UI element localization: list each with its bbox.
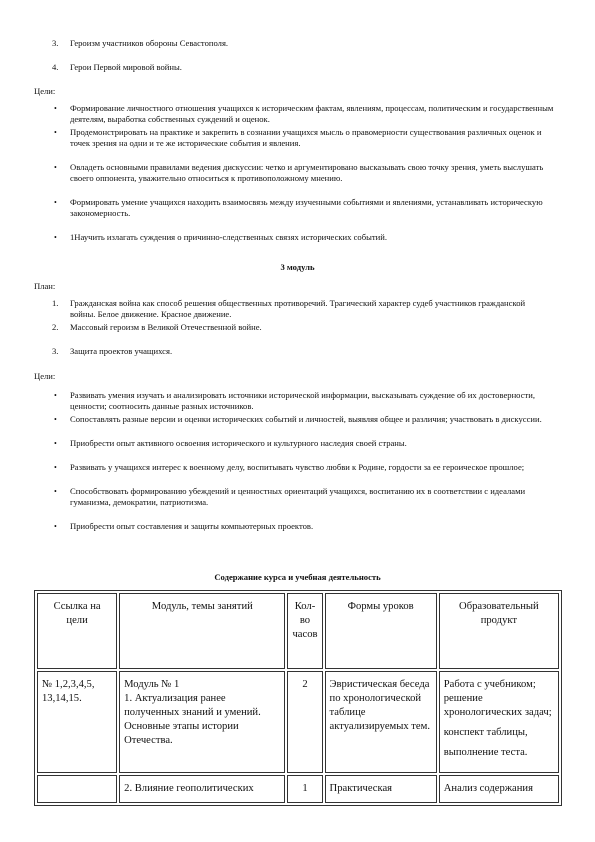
- list-item-text: Продемонстрировать на практике и закрепить в сознании учащихся мысль о правомерности существования различных оценок и точек зрения на одни и те же исторические события и явления.: [70, 127, 542, 148]
- product-line: конспект таблицы,: [443, 727, 528, 738]
- list-item: [52, 298, 552, 320]
- product-line: Работа с учебником; решение хронологических задач;: [443, 679, 552, 718]
- bullet-icon: •: [54, 163, 57, 172]
- cell-educational-product: Анализ содержания: [439, 775, 559, 803]
- header-goal-ref: Ссылка на цели: [37, 593, 117, 669]
- cell-hours: 1: [287, 775, 322, 803]
- plan-list-module2-tail: [52, 38, 552, 73]
- bullet-icon: •: [54, 198, 57, 207]
- list-item-text: 1Научить излагать суждения о причинно-следственных связях исторических событий.: [70, 232, 387, 242]
- list-item-text: Формирование личностного отношения учащихся к историческим фактам, явлениям, процессам, политическим и государственным деятелям, выработка собственных суждений и оценок.: [70, 103, 554, 124]
- list-item: [52, 162, 557, 184]
- cell-lesson-form: Практическая: [325, 775, 437, 803]
- goals-list-2: [52, 390, 557, 532]
- list-item-text: Защита проектов учащихся.: [70, 346, 173, 356]
- table-row: [37, 775, 559, 803]
- bullet-icon: •: [54, 233, 57, 242]
- cell-module-topics: [119, 671, 285, 773]
- list-item: [52, 486, 557, 508]
- list-item-text: Способствовать формированию убеждений и ценностных ориентаций учащихся, воспитанию их в соответствии с идеалами гуманизма, демократии, патриотизма.: [70, 486, 526, 507]
- cell-hours: 2: [287, 671, 322, 773]
- bullet-icon: •: [54, 487, 57, 496]
- list-item-text: Приобрести опыт активного освоения исторического и культурного наследия своей страны.: [70, 438, 407, 448]
- list-item-text: Массовый героизм в Великой Отечественной войне.: [70, 322, 262, 332]
- module-title: Модуль № 1: [124, 679, 180, 690]
- list-item: [52, 197, 557, 219]
- list-item: [52, 346, 552, 357]
- goals-list-1: [52, 103, 557, 243]
- list-item-text: Герои Первой мировой войны.: [70, 62, 182, 72]
- list-number: 1.: [52, 298, 59, 308]
- product-line: выполнение теста.: [443, 747, 528, 758]
- goals-label: Цели:: [34, 86, 56, 96]
- header-hours: Кол-во часов: [287, 593, 322, 669]
- cell-module-topics: 2. Влияние геополитических: [119, 775, 285, 803]
- list-number: 4.: [52, 62, 59, 72]
- list-item: [52, 390, 557, 412]
- bullet-icon: •: [54, 415, 57, 424]
- list-item: [52, 103, 557, 125]
- cell-goal-ref: [37, 775, 117, 803]
- bullet-icon: •: [54, 522, 57, 531]
- header-module-topics: Модуль, темы занятий: [119, 593, 285, 669]
- list-item: [52, 322, 552, 333]
- module-heading: 3 модуль: [280, 262, 315, 272]
- topic-text: 1. Актуализация ранее полученных знаний и умений. Основные этапы истории Отечества.: [124, 693, 261, 746]
- table-row: [37, 671, 559, 773]
- list-item-text: Героизм участников обороны Севастополя.: [70, 38, 229, 48]
- list-item-text: Формировать умение учащихся находить взаимосвязь между изученными событиями и явлениями, устанавливать историческую закономерность.: [70, 197, 543, 218]
- cell-lesson-form: Эвристическая беседа по хронологической таблице актуализируемых тем.: [325, 671, 437, 773]
- list-number: 3.: [52, 346, 59, 356]
- list-item: [52, 438, 557, 449]
- list-item: [52, 38, 552, 49]
- list-item-text: Сопоставлять разные версии и оценки исторических событий и личностей, выявляя общее и различия; участвовать в дискуссии.: [70, 414, 542, 424]
- plan-label: План:: [34, 281, 56, 291]
- list-item-text: Развивать у учащихся интерес к военному делу, воспитывать чувство любви к Родине, гордости за ее героическое прошлое;: [70, 462, 525, 472]
- header-lesson-forms: Формы уроков: [325, 593, 437, 669]
- list-item: [52, 462, 557, 473]
- list-item-text: Приобрести опыт составления и защиты компьютерных проектов.: [70, 521, 314, 531]
- bullet-icon: •: [54, 463, 57, 472]
- course-table: [34, 590, 562, 806]
- bullet-icon: •: [54, 104, 57, 113]
- bullet-icon: •: [54, 439, 57, 448]
- list-item: [52, 414, 557, 425]
- list-item: [52, 232, 557, 243]
- header-educational-product: Образовательный продукт: [439, 593, 559, 669]
- bullet-icon: •: [54, 391, 57, 400]
- list-item: [52, 521, 557, 532]
- list-item: [52, 127, 557, 149]
- goals-label: Цели:: [34, 371, 56, 381]
- content-heading: Содержание курса и учебная деятельность: [214, 572, 381, 582]
- list-item-text: Овладеть основными правилами ведения дискуссии: четко и аргументировано высказывать свою точку зрения, уметь выслушать своего оппонента, уважительно относиться к противоположному мнению.: [70, 162, 544, 183]
- plan-list-module3: [52, 298, 552, 357]
- list-item-text: Развивать умения изучать и анализировать источники исторической информации, высказывать суждение об их достоверности, ценности; соотносить данные разных источников.: [70, 390, 536, 411]
- cell-goal-ref: № 1,2,3,4,5, 13,14,15.: [37, 671, 117, 773]
- list-item-text: Гражданская война как способ решения общественных противоречий. Трагический характер судеб участников гражданской войны. Белое движение. Красное движение.: [70, 298, 526, 319]
- list-number: 3.: [52, 38, 59, 48]
- list-item: [52, 62, 552, 73]
- cell-educational-product: [439, 671, 559, 773]
- bullet-icon: •: [54, 128, 57, 137]
- table-header-row: [37, 593, 559, 669]
- list-number: 2.: [52, 322, 59, 332]
